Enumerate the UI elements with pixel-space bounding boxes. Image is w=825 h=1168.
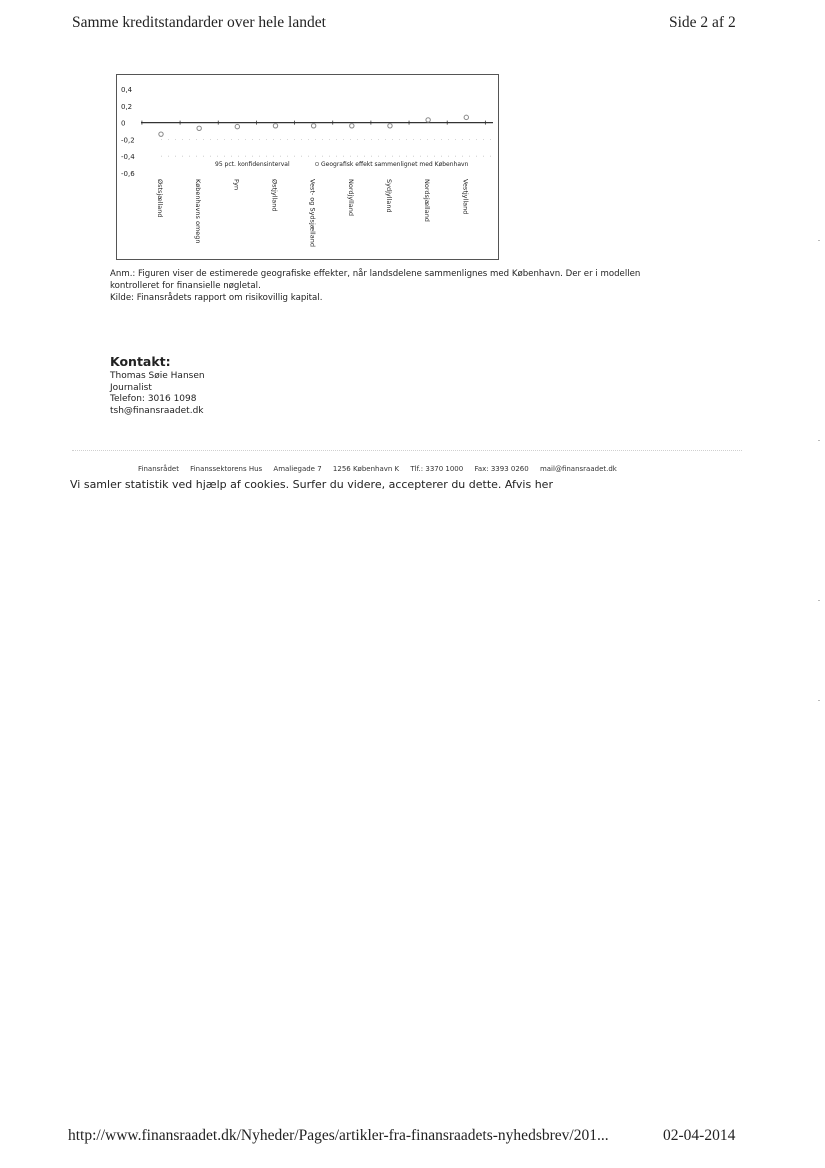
footer-phone: Tlf.: 3370 1000 (410, 465, 464, 473)
footer-building: Finanssektorens Hus (190, 465, 263, 473)
page-header-title: Samme kreditstandarder over hele landet (72, 14, 326, 31)
x-category-label: Vestjylland (461, 179, 470, 215)
x-category-label: Østjylland (270, 179, 279, 212)
x-category-label: Fyn (232, 179, 241, 191)
chart-source: Kilde: Finansrådets rapport om risikovillig kapital. (110, 293, 323, 303)
margin-mark (818, 440, 820, 441)
x-category-label: Københavns omegn (194, 179, 203, 244)
footer-org: Finansrådet (138, 465, 179, 473)
chart-svg (117, 75, 498, 259)
x-category-label: Østsjælland (156, 179, 164, 218)
chart-note (110, 268, 750, 304)
x-category-label: Nordsjælland (423, 179, 432, 222)
organization-footer (138, 465, 626, 473)
y-tick-label: 0,4 (121, 86, 133, 94)
footer-email[interactable]: mail@finansraadet.dk (539, 465, 617, 473)
margin-mark (818, 240, 820, 241)
chart-note-line-2: kontrolleret for finansielle nøgletal. (110, 281, 261, 291)
chart-note-line-1: Anm.: Figuren viser de estimerede geografiske effekter, når landsdelene sammenlignes med København. Der er i modellen (110, 269, 641, 279)
data-point (235, 124, 239, 128)
data-point (311, 124, 315, 128)
contact-title: Kontakt: (110, 354, 171, 369)
data-point (159, 132, 163, 136)
legend-confidence-interval: 95 pct. konfidensinterval (215, 161, 290, 168)
footer-divider (72, 450, 742, 451)
y-tick-label: -0,2 (121, 136, 135, 145)
page-number: Side 2 af 2 (669, 14, 736, 31)
legend-geographic-effect: Geografisk effekt sammenlignet med København (321, 161, 469, 168)
chart-container (116, 74, 499, 260)
data-point (197, 126, 201, 130)
footer-street: Amaliegade 7 (273, 465, 322, 473)
y-tick-label: 0 (121, 119, 126, 128)
x-category-label: Sydjylland (384, 179, 393, 213)
margin-mark (818, 600, 820, 601)
y-tick-label: -0,6 (121, 170, 135, 178)
contact-name: Thomas Søie Hansen (110, 371, 205, 381)
contact-role: Journalist (110, 382, 152, 393)
contact-phone: Telefon: 3016 1098 (110, 394, 197, 404)
contact-block (110, 354, 205, 417)
margin-mark (818, 700, 820, 701)
data-point (273, 124, 277, 128)
print-date: 02-04-2014 (663, 1127, 736, 1144)
contact-email[interactable]: tsh@finansraadet.dk (110, 405, 204, 416)
footer-city: 1256 København K (332, 465, 400, 473)
cookie-notice[interactable]: Vi samler statistik ved hjælp af cookies. Surfer du videre, accepterer du dette. Afvis her (70, 478, 553, 491)
legend-marker (315, 162, 318, 165)
data-point (426, 118, 430, 122)
y-tick-label: -0,4 (121, 153, 135, 162)
y-tick-label: 0,2 (121, 102, 133, 111)
page-url: http://www.finansraadet.dk/Nyheder/Pages/artikler-fra-finansraadets-nyhedsbrev/201... (68, 1127, 609, 1144)
x-category-label: Nordjylland (346, 179, 355, 217)
x-category-label: Vest- og Sydsjælland (308, 179, 317, 247)
data-point (388, 124, 392, 128)
data-point (464, 115, 468, 119)
footer-fax: Fax: 3393 0260 (474, 465, 529, 473)
data-point (350, 124, 354, 128)
